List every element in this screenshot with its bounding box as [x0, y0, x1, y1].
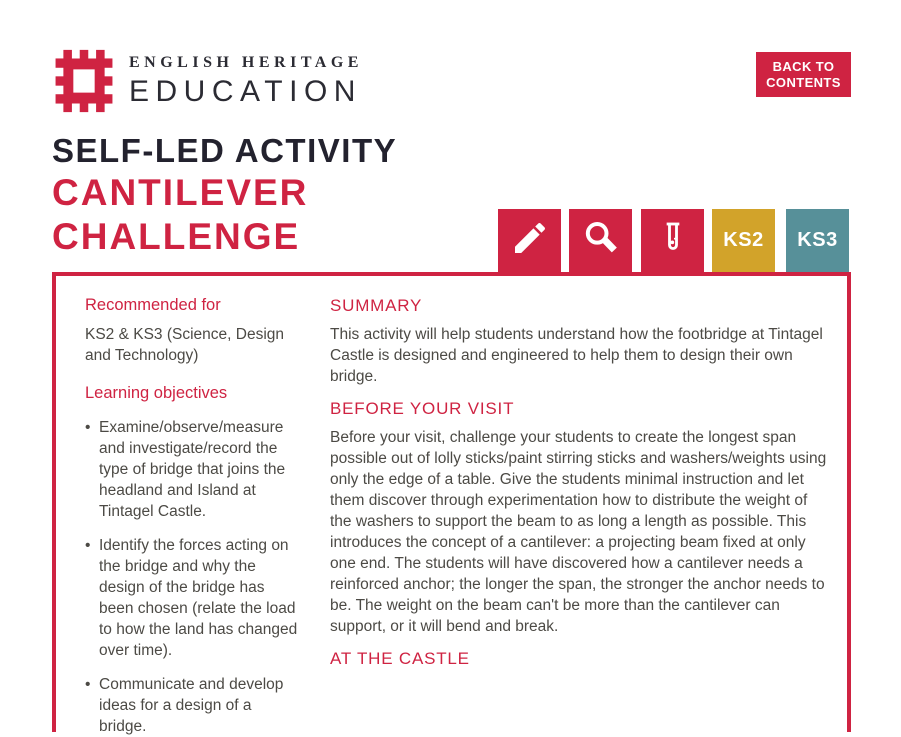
- before-your-visit-body: Before your visit, challenge your students to create the longest span possible out of lolly sticks/paint stirring sticks and washers/weights using only the edge of a table. Give the students minimal instruction and let them discover through experimentation how to distribute the weight of the washers to support the beam to as long a length as possible. This introduces the concept of a cantilever: a projecting beam fixed at only one end. The students will have discovered how a cantilever needs a reinforced anchor; the longer the span, the stronger the anchor needs to be. The weight on the beam can't be more than the cantilever can support, or it will bend and break.: [330, 429, 827, 635]
- brand-text: [129, 54, 363, 109]
- section-before-your-visit: [330, 399, 829, 637]
- pencil-icon: [510, 218, 550, 263]
- page-title: [52, 171, 308, 259]
- magnifier-icon: [581, 218, 621, 263]
- back-to-contents-button[interactable]: BACK TO CONTENTS: [756, 52, 851, 97]
- summary-body: This activity will help students understand how the footbridge at Tintagel Castle is designed and engineered to help them to design their own bridge.: [330, 326, 823, 385]
- page-title-line2: CHALLENGE: [52, 216, 301, 257]
- test-tube-icon: [653, 218, 693, 263]
- ks3-label: KS3: [797, 229, 838, 251]
- recommended-for-heading: Recommended for: [85, 296, 221, 314]
- section-summary: [330, 296, 829, 387]
- objective-item: • Examine/observe/measure and investigate/record the type of bridge that joins the headland and Island at Tintagel Castle.: [85, 417, 303, 522]
- learning-objectives-list: [85, 417, 303, 737]
- sidebar: [85, 296, 303, 735]
- brand-english-heritage: ENGLISH HERITAGE: [129, 54, 363, 71]
- recommended-for-text: KS2 & KS3 (Science, Design and Technology): [85, 326, 285, 364]
- section-at-the-castle: [330, 649, 829, 669]
- before-your-visit-heading: BEFORE YOUR VISIT: [330, 399, 515, 418]
- pencil-badge: [498, 209, 561, 272]
- activity-kicker: SELF-LED ACTIVITY: [52, 132, 398, 169]
- ks2-badge: [712, 209, 775, 272]
- test-tube-badge: [641, 209, 704, 272]
- ks3-badge: [786, 209, 849, 272]
- main-column: [330, 296, 829, 732]
- objective-item: • Identify the forces acting on the bridge and why the design of the bridge has been chosen (relate the load to how the land has changed over time).: [85, 535, 303, 661]
- brand-education: EDUCATION: [129, 75, 362, 108]
- learning-objectives-heading: Learning objectives: [85, 384, 228, 402]
- summary-heading: SUMMARY: [330, 296, 423, 315]
- objective-item: • Communicate and develop ideas for a design of a bridge.: [85, 674, 303, 737]
- ks2-label: KS2: [723, 229, 764, 251]
- at-the-castle-heading: AT THE CASTLE: [330, 649, 470, 668]
- content-box: [52, 272, 851, 735]
- page-title-line1: CANTILEVER: [52, 172, 309, 213]
- magnifier-badge: [569, 209, 632, 272]
- english-heritage-logo-icon: [52, 46, 116, 116]
